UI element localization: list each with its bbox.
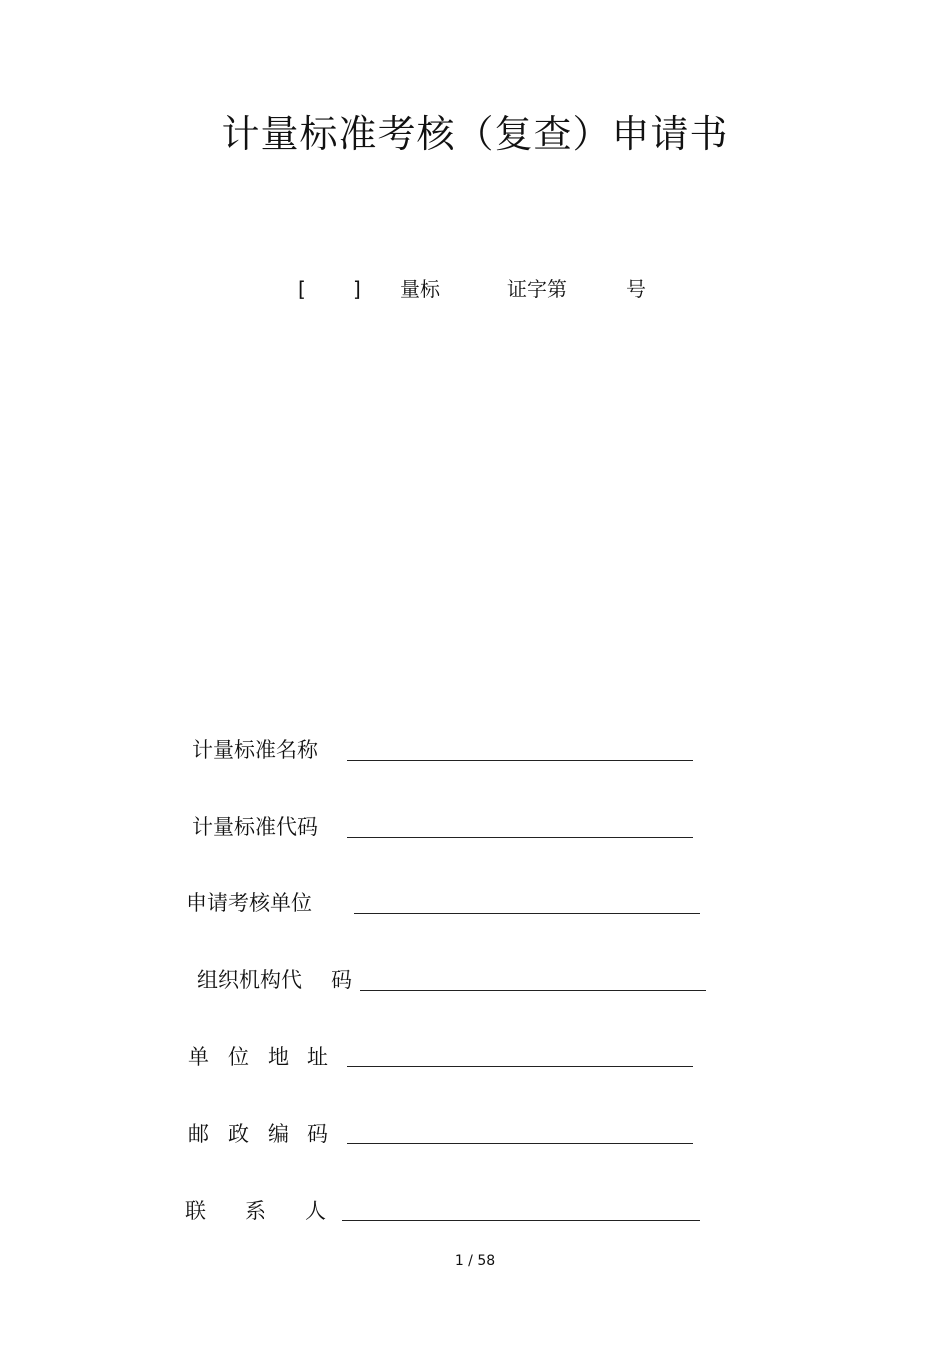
standard-code-line[interactable] <box>347 837 693 838</box>
address-label-char-2: 位 <box>228 1045 249 1069</box>
postal-code-line[interactable] <box>347 1143 693 1144</box>
address-label-char-3: 地 <box>268 1045 289 1069</box>
address-label-char-1: 单 <box>188 1045 209 1069</box>
postal-code-label-char-1: 邮 <box>188 1122 209 1146</box>
address-label-char-4: 址 <box>307 1045 328 1069</box>
certificate-middle: 证字第 <box>507 277 567 301</box>
bracket-open: [ <box>298 277 306 301</box>
bracket-close: ] <box>353 277 361 301</box>
org-code-label-part1: 组织机构代 <box>197 968 302 992</box>
address-line[interactable] <box>347 1066 693 1067</box>
org-code-line[interactable] <box>360 990 706 991</box>
org-code-label-part2: 码 <box>331 968 352 992</box>
page-title: 计量标准考核（复查）申请书 <box>221 112 729 156</box>
certificate-suffix: 号 <box>626 277 646 301</box>
postal-code-label-char-3: 编 <box>268 1122 289 1146</box>
postal-code-label-char-4: 码 <box>307 1122 328 1146</box>
applicant-unit-label: 申请考核单位 <box>186 891 312 915</box>
page-number: 1 / 58 <box>454 1253 496 1269</box>
standard-code-label: 计量标准代码 <box>192 815 318 839</box>
contact-label-char-3: 人 <box>305 1199 326 1223</box>
contact-label-char-1: 联 <box>185 1199 206 1223</box>
contact-label-char-2: 系 <box>245 1199 266 1223</box>
applicant-unit-line[interactable] <box>354 913 700 914</box>
certificate-number-line <box>0 274 950 304</box>
postal-code-label-char-2: 政 <box>228 1122 249 1146</box>
certificate-prefix: 量标 <box>400 277 440 301</box>
contact-line[interactable] <box>342 1220 700 1221</box>
standard-name-label: 计量标准名称 <box>192 738 318 762</box>
standard-name-line[interactable] <box>347 760 693 761</box>
